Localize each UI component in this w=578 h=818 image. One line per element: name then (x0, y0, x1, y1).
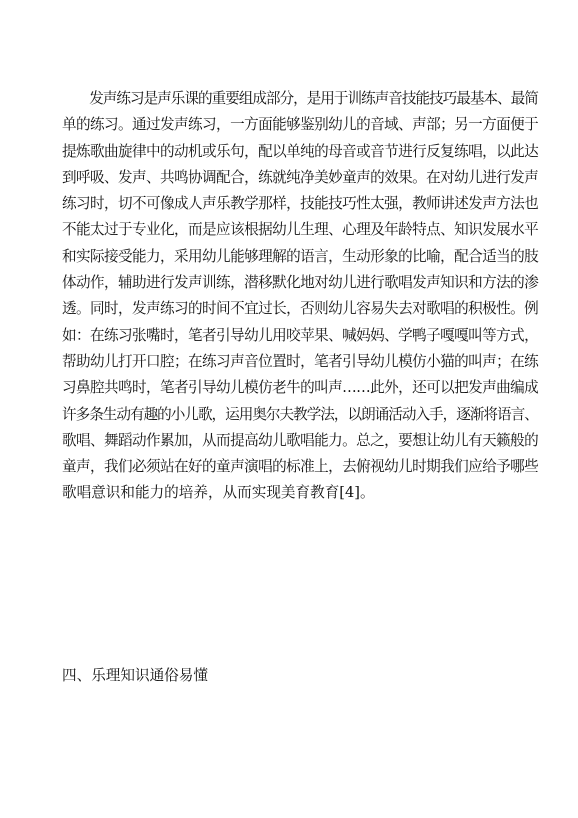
paragraph-line: 歌唱、舞蹈动作累加，从而提高幼儿歌唱能力。总之，要想让幼儿有天籁般的 (62, 431, 539, 449)
paragraph-line: 练习时，切不可像成人声乐教学那样，技能技巧性太强，教师讲述发声方法也 (62, 195, 539, 213)
body-paragraph (62, 86, 538, 507)
paragraph-line: 透。同时，发声练习的时间不宜过长，否则幼儿容易失去对歌唱的积极性。例 (62, 300, 539, 318)
paragraph-line: 童声，我们必须站在好的童声演唱的标准上，去俯视幼儿时期我们应给予哪些 (62, 458, 539, 476)
paragraph-line: 不能太过于专业化，而是应该根据幼儿生理、心理及年龄特点、知识发展水平 (62, 221, 539, 239)
paragraph-line: 到呼吸、发声、共鸣协调配合，练就纯净美妙童声的效果。在对幼儿进行发声 (62, 168, 539, 186)
paragraph-line: 如：在练习张嘴时，笔者引导幼儿用咬苹果、喊妈妈、学鸭子嘎嘎叫等方式， (62, 326, 539, 344)
paragraph-line: 帮助幼儿打开口腔；在练习声音位置时，笔者引导幼儿模仿小猫的叫声；在练 (62, 352, 539, 370)
paragraph-line: 许多条生动有趣的小儿歌，运用奥尔夫教学法，以朗诵活动入手，逐渐将语言、 (62, 405, 538, 423)
paragraph-line: 习鼻腔共鸣时，笔者引导幼儿模仿老牛的叫声……此外，还可以把发声曲编成 (62, 379, 539, 397)
paragraph-line: 和实际接受能力，采用幼儿能够理解的语言，生动形象的比喻，配合适当的肢 (62, 247, 539, 265)
paragraph-line: 提炼歌曲旋律中的动机或乐句，配以单纯的母音或音节进行反复练唱，以此达 (62, 142, 539, 160)
paragraph-line: 单的练习。通过发声练习，一方面能够鉴别幼儿的音域、声部；另一方面便于 (62, 116, 539, 134)
paragraph-line: 体动作，辅助进行发声训练，潜移默化地对幼儿进行歌唱发声知识和方法的渗 (62, 274, 539, 292)
paragraph-line: 歌唱意识和能力的培养，从而实现美育教育[4]。 (62, 484, 375, 502)
section-heading: 四、乐理知识通俗易懂 (62, 667, 208, 684)
paragraph-line: 发声练习是声乐课的重要组成部分，是用于训练声音技能技巧最基本、最简 (62, 90, 538, 107)
